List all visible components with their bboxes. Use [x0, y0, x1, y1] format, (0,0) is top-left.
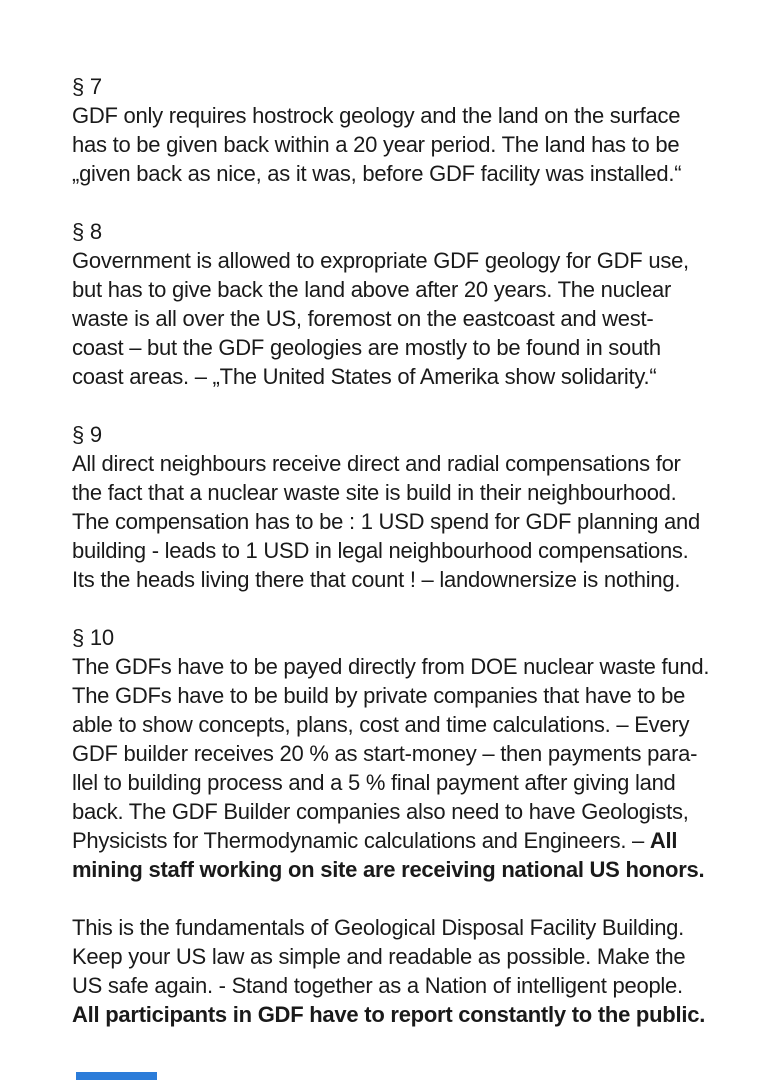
- text-line: [72, 101, 712, 130]
- bold-text-segment: All participants in GDF have to report constantly to the public.: [72, 1002, 706, 1027]
- text-line: [72, 1000, 712, 1029]
- text-segment: the fact that a nuclear waste site is build in their neighbourhood.: [72, 480, 677, 505]
- section-9: [72, 420, 712, 594]
- text-segment: The compensation has to be : 1 USD spend for GDF planning and: [72, 509, 701, 534]
- text-segment: US safe again. - Stand together as a Nation of intelligent people.: [72, 973, 683, 998]
- text-line: [72, 739, 712, 768]
- text-line: [72, 942, 712, 971]
- text-line: [72, 159, 712, 188]
- text-segment: The GDFs have to be build by private companies that have to be: [72, 683, 686, 708]
- closing-paragraph: [72, 913, 712, 1029]
- text-segment: coast – but the GDF geologies are mostly to be found in south: [72, 335, 661, 360]
- text-segment: llel to building process and a 5 % final payment after giving land: [72, 770, 676, 795]
- text-segment: Keep your US law as simple and readable as possible. Make the: [72, 944, 686, 969]
- text-segment: This is the fundamentals of Geological Disposal Facility Building.: [72, 915, 685, 940]
- text-segment: waste is all over the US, foremost on the eastcoast and west-: [72, 306, 654, 331]
- text-line: [72, 304, 712, 333]
- text-line: [72, 797, 712, 826]
- bold-text-segment: mining staff working on site are receiving national US honors.: [72, 857, 705, 882]
- text-line: [72, 652, 712, 681]
- text-segment: GDF only requires hostrock geology and the land on the surface: [72, 103, 681, 128]
- text-line: [72, 855, 712, 884]
- text-segment: All direct neighbours receive direct and radial compensations for: [72, 451, 681, 476]
- text-segment: Government is allowed to expropriate GDF geology for GDF use,: [72, 248, 689, 273]
- text-segment: but has to give back the land above after 20 years. The nuclear: [72, 277, 672, 302]
- section-8: [72, 217, 712, 391]
- text-line: [72, 971, 712, 1000]
- text-line: [72, 130, 712, 159]
- document-body: [72, 72, 712, 1058]
- text-segment: Physicists for Thermodynamic calculations and Engineers. –: [72, 828, 650, 853]
- bold-text-segment: All: [649, 828, 678, 853]
- section-7: [72, 72, 712, 188]
- section-7-heading: § 7: [72, 74, 102, 99]
- text-line: [72, 478, 712, 507]
- text-segment: coast areas. – „The United States of Amerika show solidarity.“: [72, 364, 657, 389]
- text-line: [72, 565, 712, 594]
- text-segment: building - leads to 1 USD in legal neighbourhood compensations.: [72, 538, 689, 563]
- text-line: [72, 681, 712, 710]
- bottom-blue-bar[interactable]: [76, 1072, 157, 1080]
- text-line: [72, 826, 712, 855]
- text-segment: back. The GDF Builder companies also need to have Geologists,: [72, 799, 689, 824]
- text-line: [72, 507, 712, 536]
- text-line: [72, 246, 712, 275]
- text-line: [72, 362, 712, 391]
- text-line: [72, 710, 712, 739]
- section-8-heading: § 8: [72, 219, 102, 244]
- text-line: [72, 449, 712, 478]
- text-segment: has to be given back within a 20 year period. The land has to be: [72, 132, 680, 157]
- text-line: [72, 768, 712, 797]
- text-line: [72, 913, 712, 942]
- section-10: [72, 623, 712, 884]
- text-segment: GDF builder receives 20 % as start-money – then payments para-: [72, 741, 698, 766]
- text-line: [72, 333, 712, 362]
- text-segment: Its the heads living there that count ! – landownersize is nothing.: [72, 567, 681, 592]
- text-segment: The GDFs have to be payed directly from DOE nuclear waste fund.: [72, 654, 710, 679]
- text-segment: „given back as nice, as it was, before GDF facility was installed.“: [72, 161, 682, 186]
- text-line: [72, 275, 712, 304]
- text-line: [72, 536, 712, 565]
- section-10-heading: § 10: [72, 625, 114, 650]
- section-9-heading: § 9: [72, 422, 102, 447]
- text-segment: able to show concepts, plans, cost and time calculations. – Every: [72, 712, 690, 737]
